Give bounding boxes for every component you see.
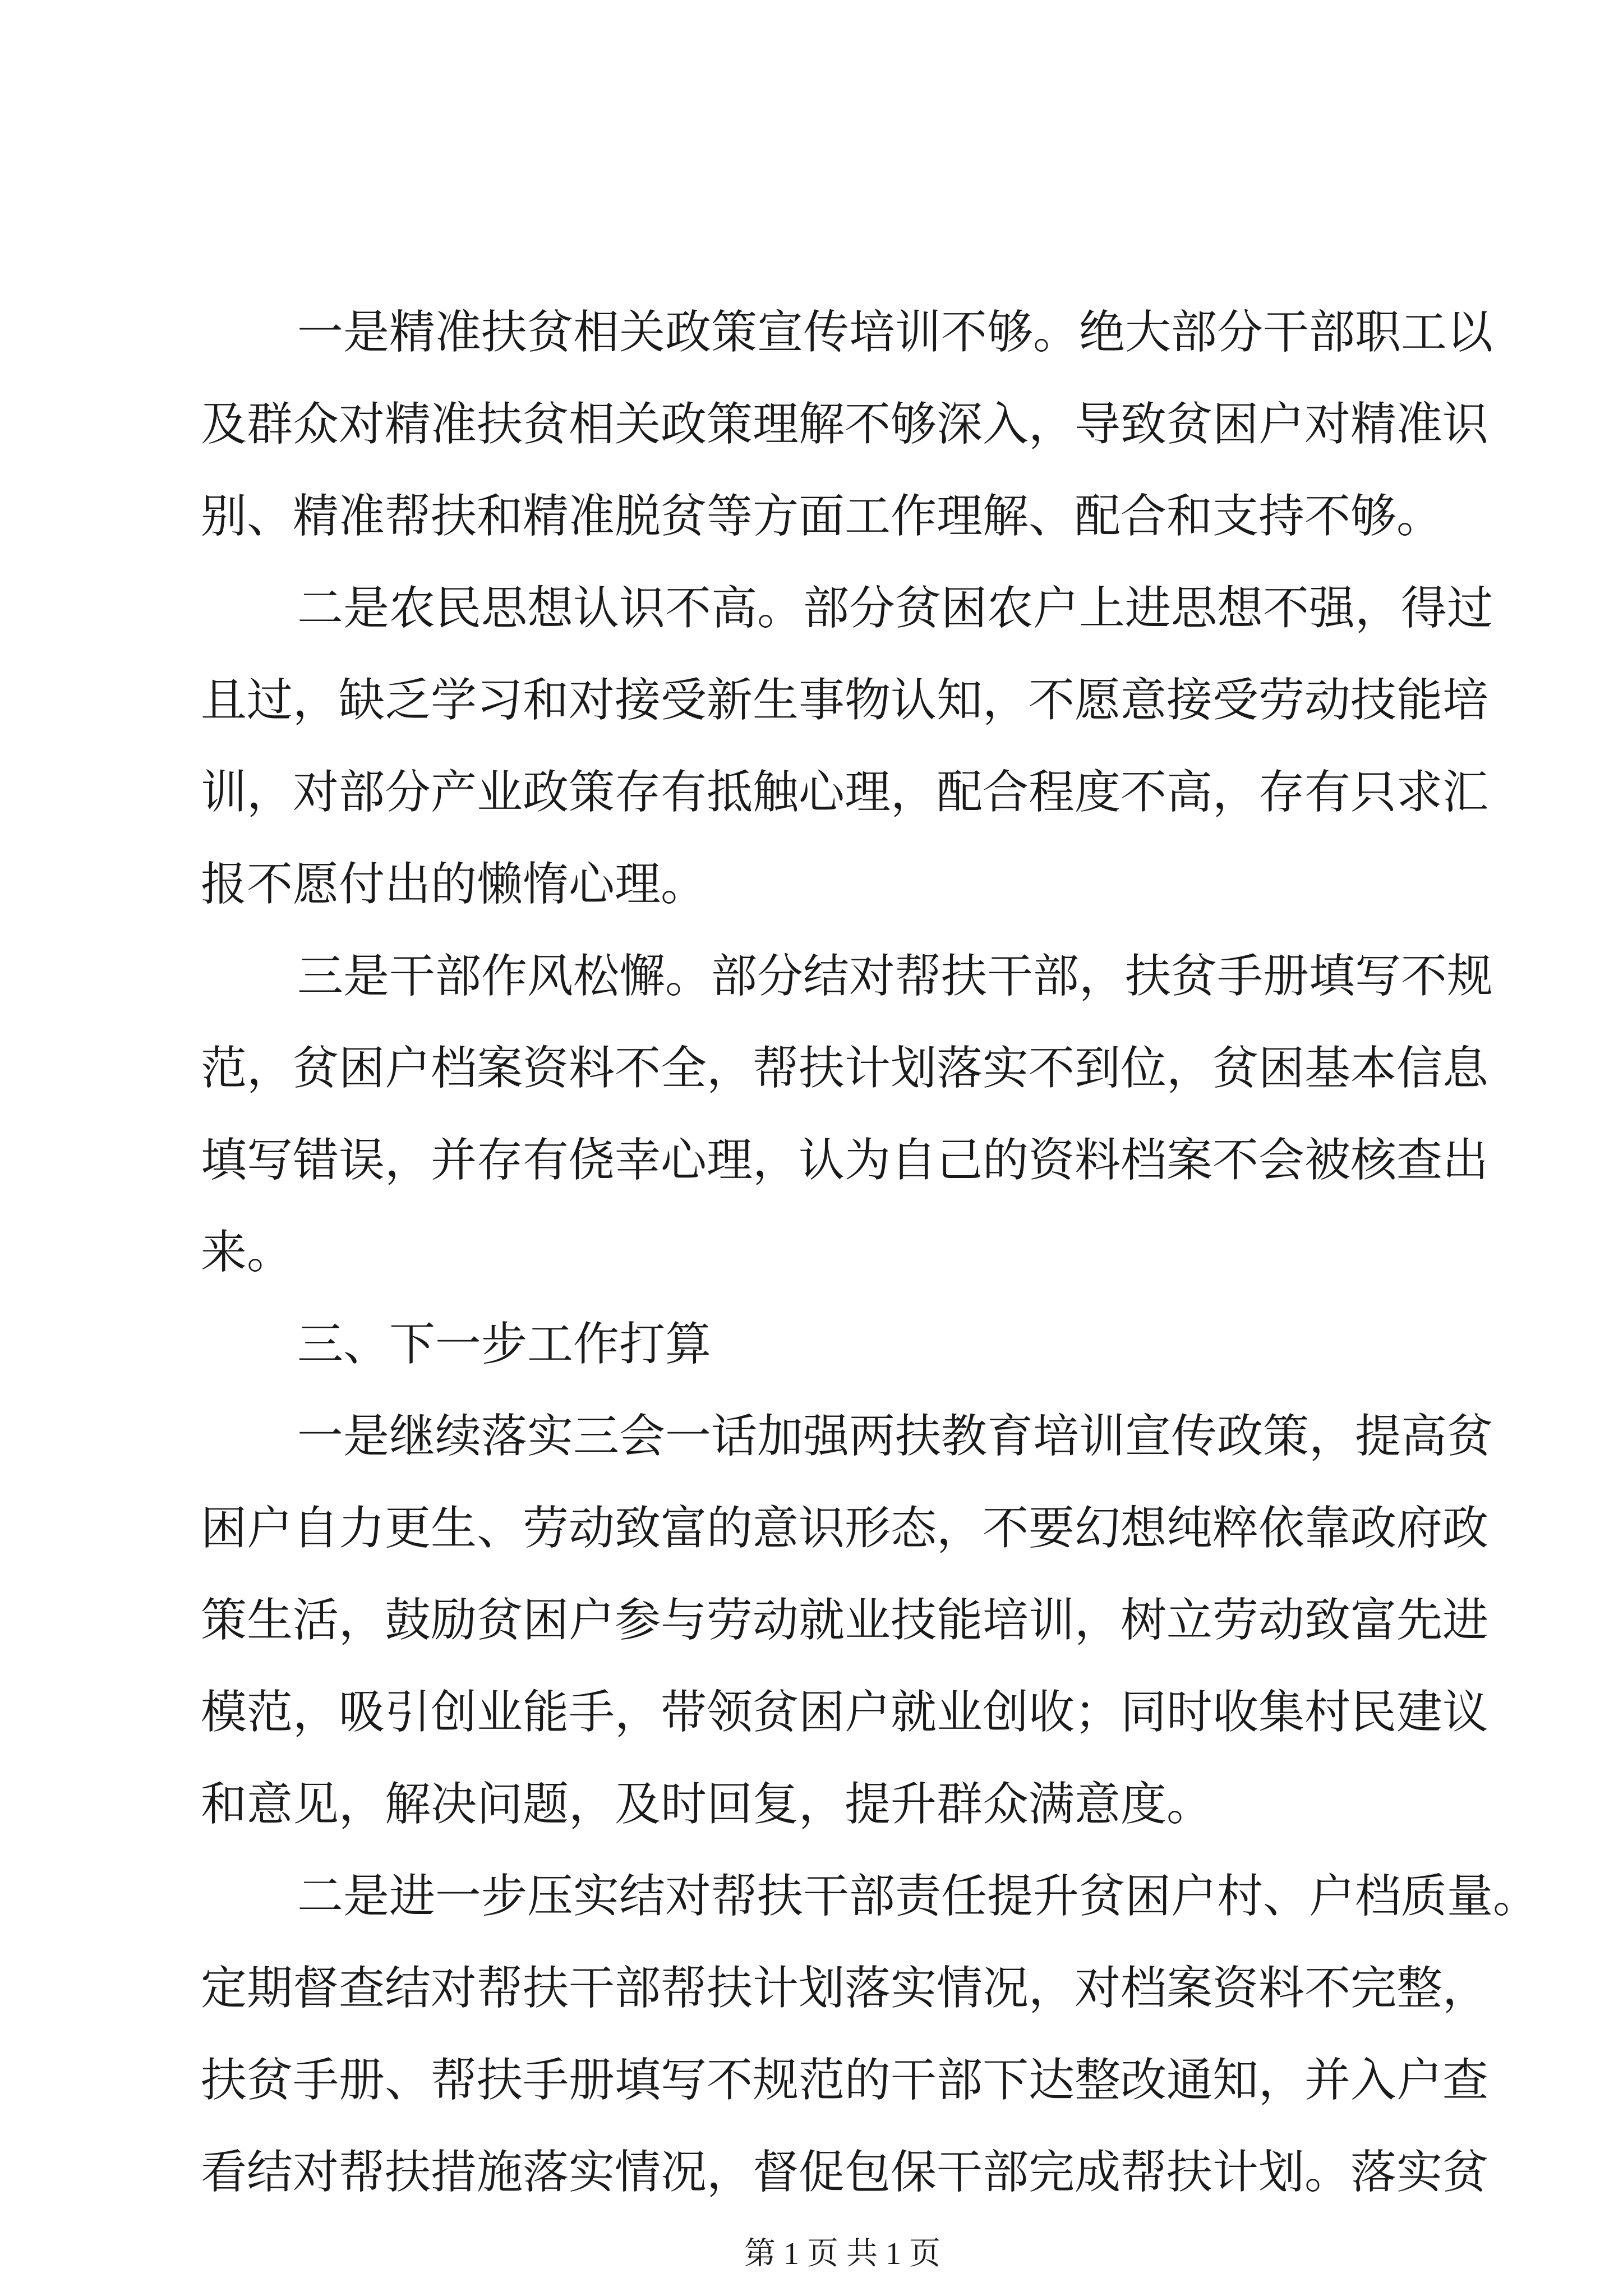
paragraph-3-line-2: 范，贫困户档案资料不全，帮扶计划落实不到位，贫困基本信息 (201, 1042, 1489, 1095)
paragraph-5-line-2: 困户自力更生、劳动致富的意识形态，不要幻想纯粹依靠政府政 (201, 1502, 1489, 1555)
paragraph-3-line-4: 来。 (201, 1226, 293, 1279)
paragraph-5-line-3: 策生活，鼓励贫困户参与劳动就业技能培训，树立劳动致富先进 (201, 1594, 1489, 1647)
paragraph-5-line-1: 一是继续落实三会一话加强两扶教育培训宣传政策，提高贫 (297, 1410, 1493, 1463)
paragraph-1-line-3: 别、精准帮扶和精准脱贫等方面工作理解、配合和支持不够。 (201, 490, 1443, 543)
paragraph-1-line-1: 一是精准扶贫相关政策宣传培训不够。绝大部分干部职工以 (297, 306, 1493, 359)
paragraph-5-line-4: 模范，吸引创业能手，带领贫困户就业创收；同时收集村民建议 (201, 1686, 1489, 1739)
page-footer: 第 1 页 共 1 页 (744, 2237, 940, 2271)
paragraph-2-line-3: 训，对部分产业政策存有抵触心理，配合程度不高，存有只求汇 (201, 766, 1489, 819)
paragraph-2-line-4: 报不愿付出的懒惰心理。 (201, 858, 707, 911)
paragraph-5-line-5: 和意见，解决问题，及时回复，提升群众满意度。 (201, 1778, 1213, 1831)
paragraph-1-line-2: 及群众对精准扶贫相关政策理解不够深入，导致贫困户对精准识 (201, 398, 1489, 451)
paragraph-2-line-2: 且过，缺乏学习和对接受新生事物认知，不愿意接受劳动技能培 (201, 674, 1489, 727)
paragraph-6-line-3: 扶贫手册、帮扶手册填写不规范的干部下达整改通知，并入户查 (201, 2054, 1489, 2107)
paragraph-6-line-4: 看结对帮扶措施落实情况，督促包保干部完成帮扶计划。落实贫 (201, 2146, 1489, 2199)
paragraph-6-line-2: 定期督查结对帮扶干部帮扶计划落实情况，对档案资料不完整， (201, 1962, 1489, 2015)
section-heading: 三、下一步工作打算 (297, 1318, 712, 1371)
paragraph-3-line-3: 填写错误，并存有侥幸心理，认为自己的资料档案不会被核查出 (201, 1134, 1489, 1187)
paragraph-2-line-1: 二是农民思想认识不高。部分贫困农户上进思想不强，得过 (297, 582, 1493, 635)
paragraph-3-line-1: 三是干部作风松懈。部分结对帮扶干部，扶贫手册填写不规 (297, 950, 1493, 1003)
paragraph-6-line-1: 二是进一步压实结对帮扶干部责任提升贫困户村、户档质量。 (297, 1870, 1539, 1923)
